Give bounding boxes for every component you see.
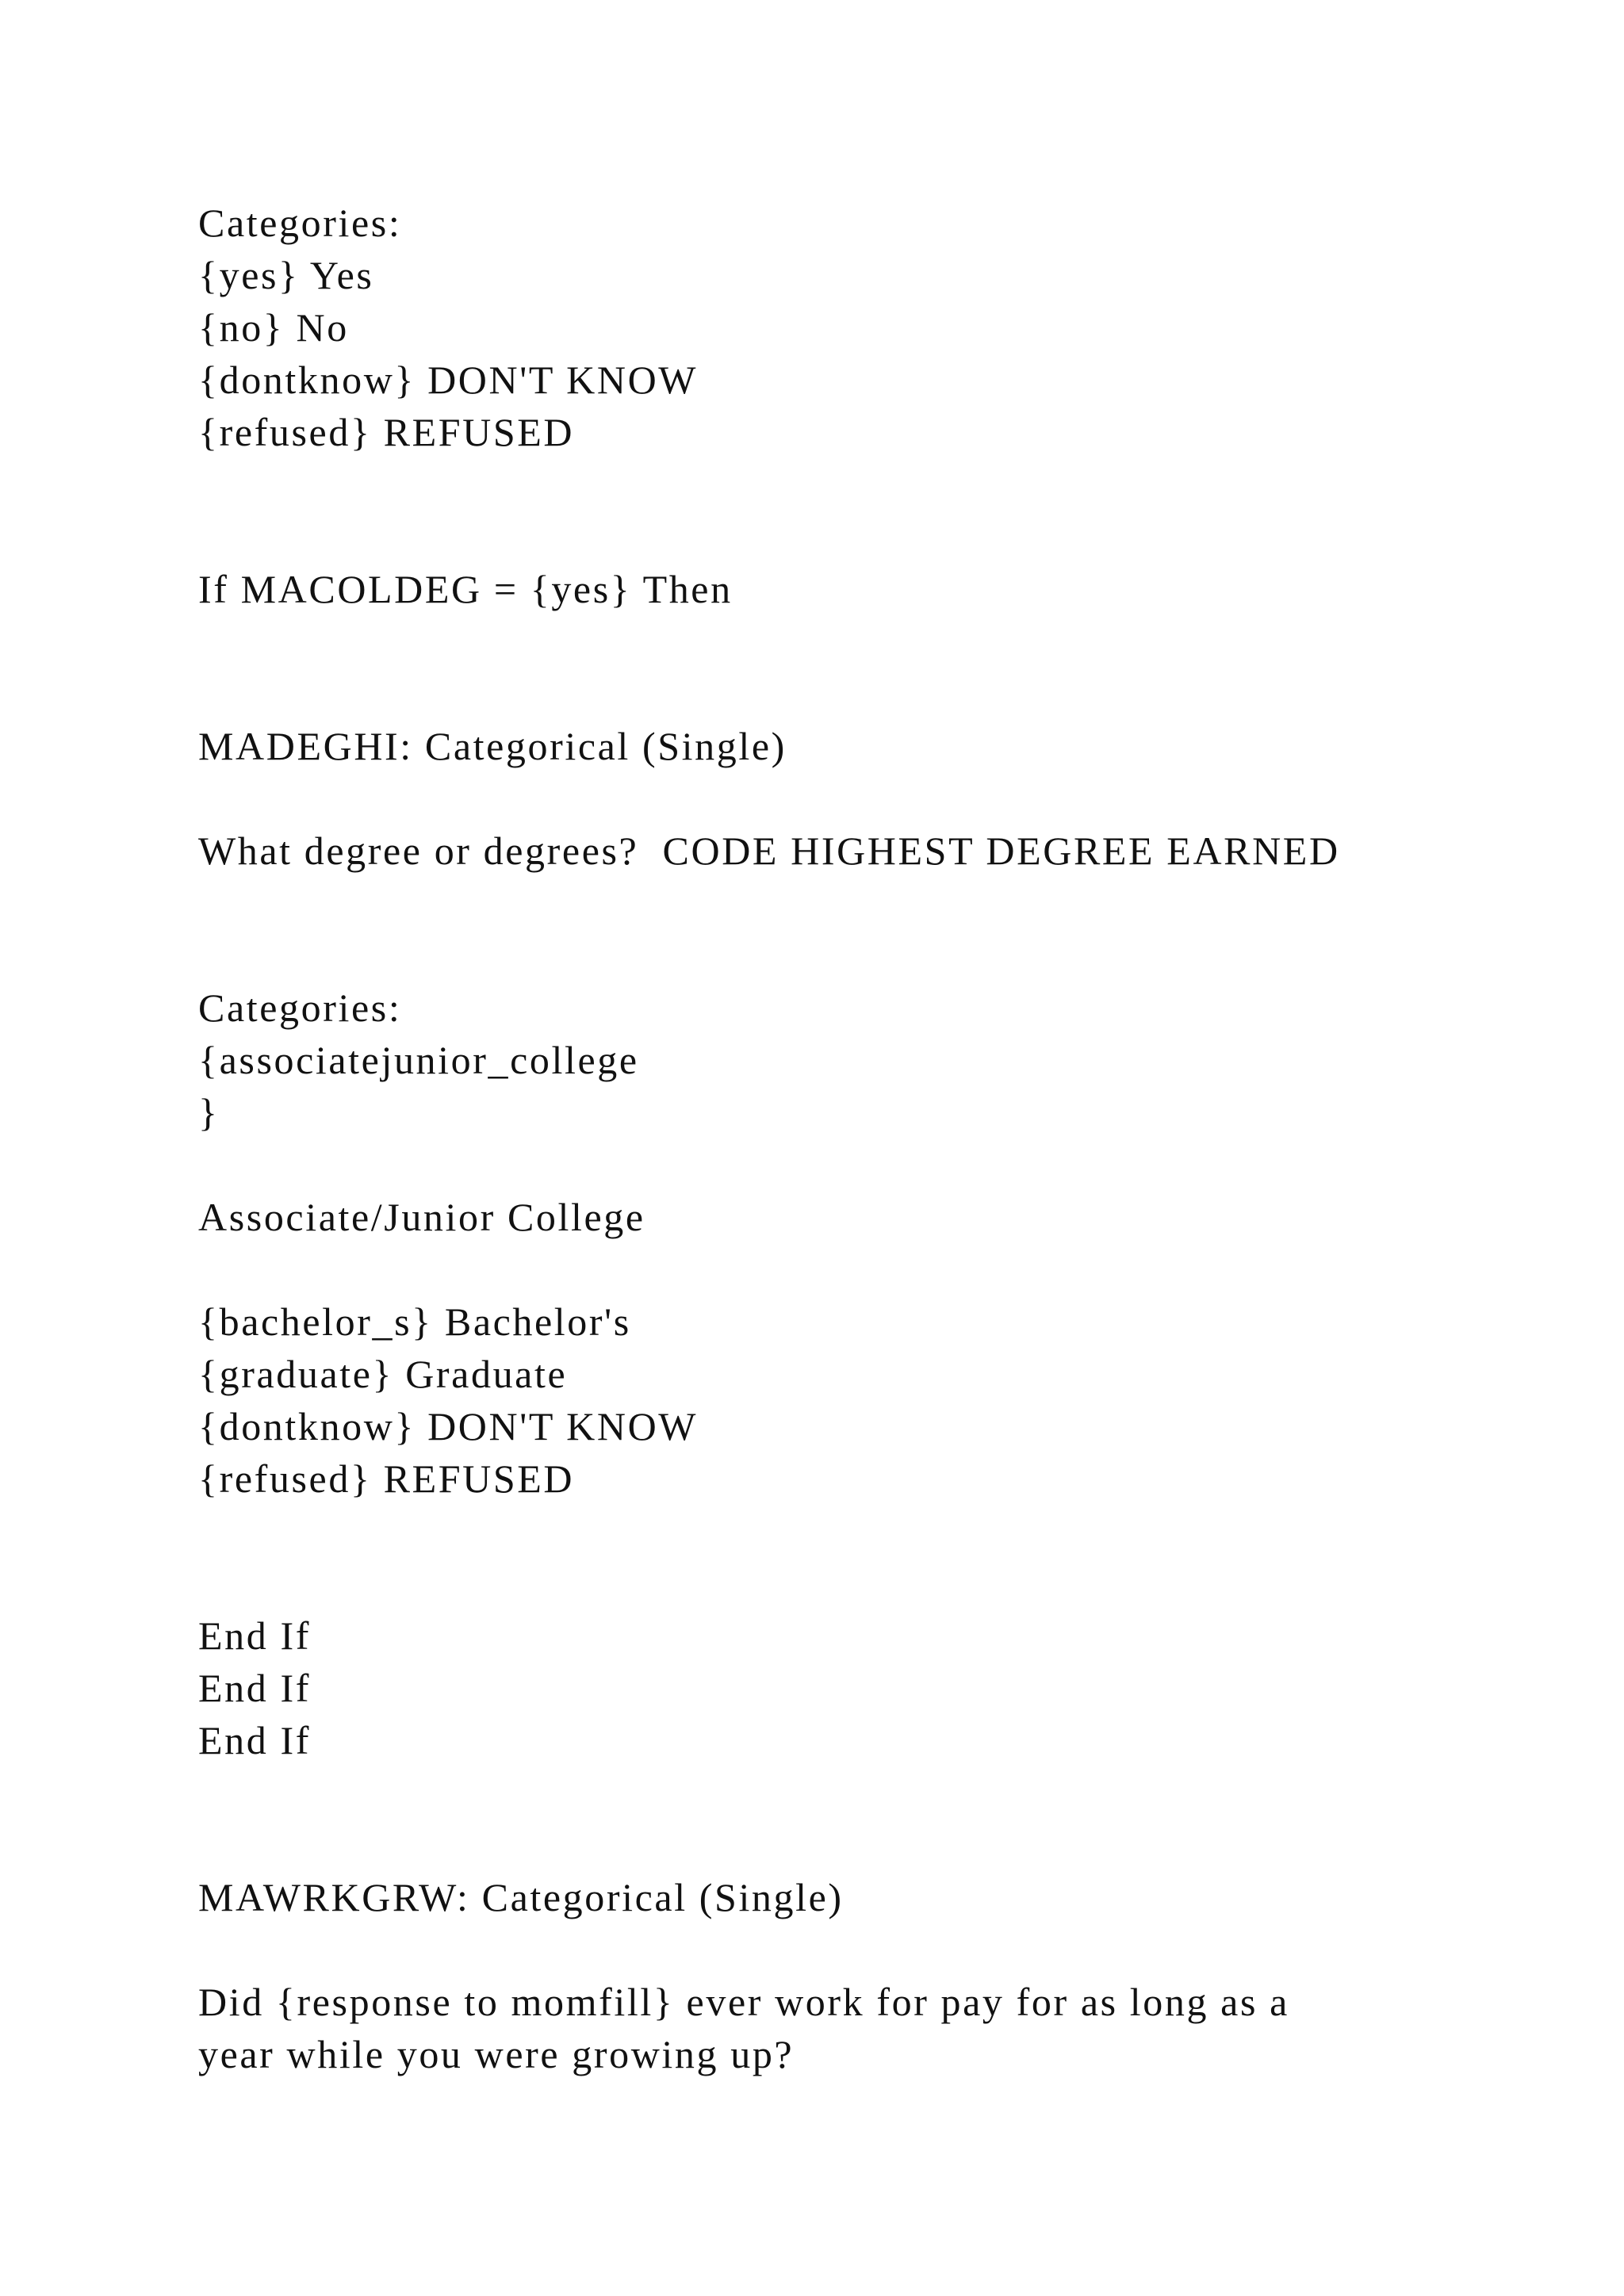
category-option: {refused} REFUSED [198, 410, 575, 454]
category-option: {bachelor_s} Bachelor's [198, 1299, 631, 1344]
category-option: {refused} REFUSED [198, 1456, 575, 1501]
category-option: {no} No [198, 305, 349, 350]
category-option: {graduate} Graduate [198, 1352, 568, 1396]
category-option: {dontknow} DON'T KNOW [198, 1404, 699, 1448]
categories-label: Categories: [198, 201, 402, 245]
category-code-close: } [198, 1090, 220, 1135]
question-text: year while you were growing up? [198, 2032, 795, 2076]
question-header: MAWRKGRW: Categorical (Single) [198, 1875, 844, 1919]
question-header: MADEGHI: Categorical (Single) [198, 724, 787, 768]
category-option: {yes} Yes [198, 253, 374, 297]
category-label: Associate/Junior College [198, 1195, 645, 1239]
categories-label: Categories: [198, 985, 402, 1030]
condition-statement: If MACOLDEG = {yes} Then [198, 567, 733, 611]
category-option: {dontknow} DON'T KNOW [198, 358, 699, 402]
question-text: Did {response to momfill} ever work for pay for as long as a [198, 1980, 1289, 2024]
question-text: What degree or degrees? CODE HIGHEST DEGREE EARNED [198, 828, 1340, 873]
category-code: {associatejunior_college [198, 1038, 639, 1082]
end-if-statement: End If [198, 1666, 311, 1710]
end-if-statement: End If [198, 1613, 311, 1658]
end-if-statement: End If [198, 1718, 311, 1762]
